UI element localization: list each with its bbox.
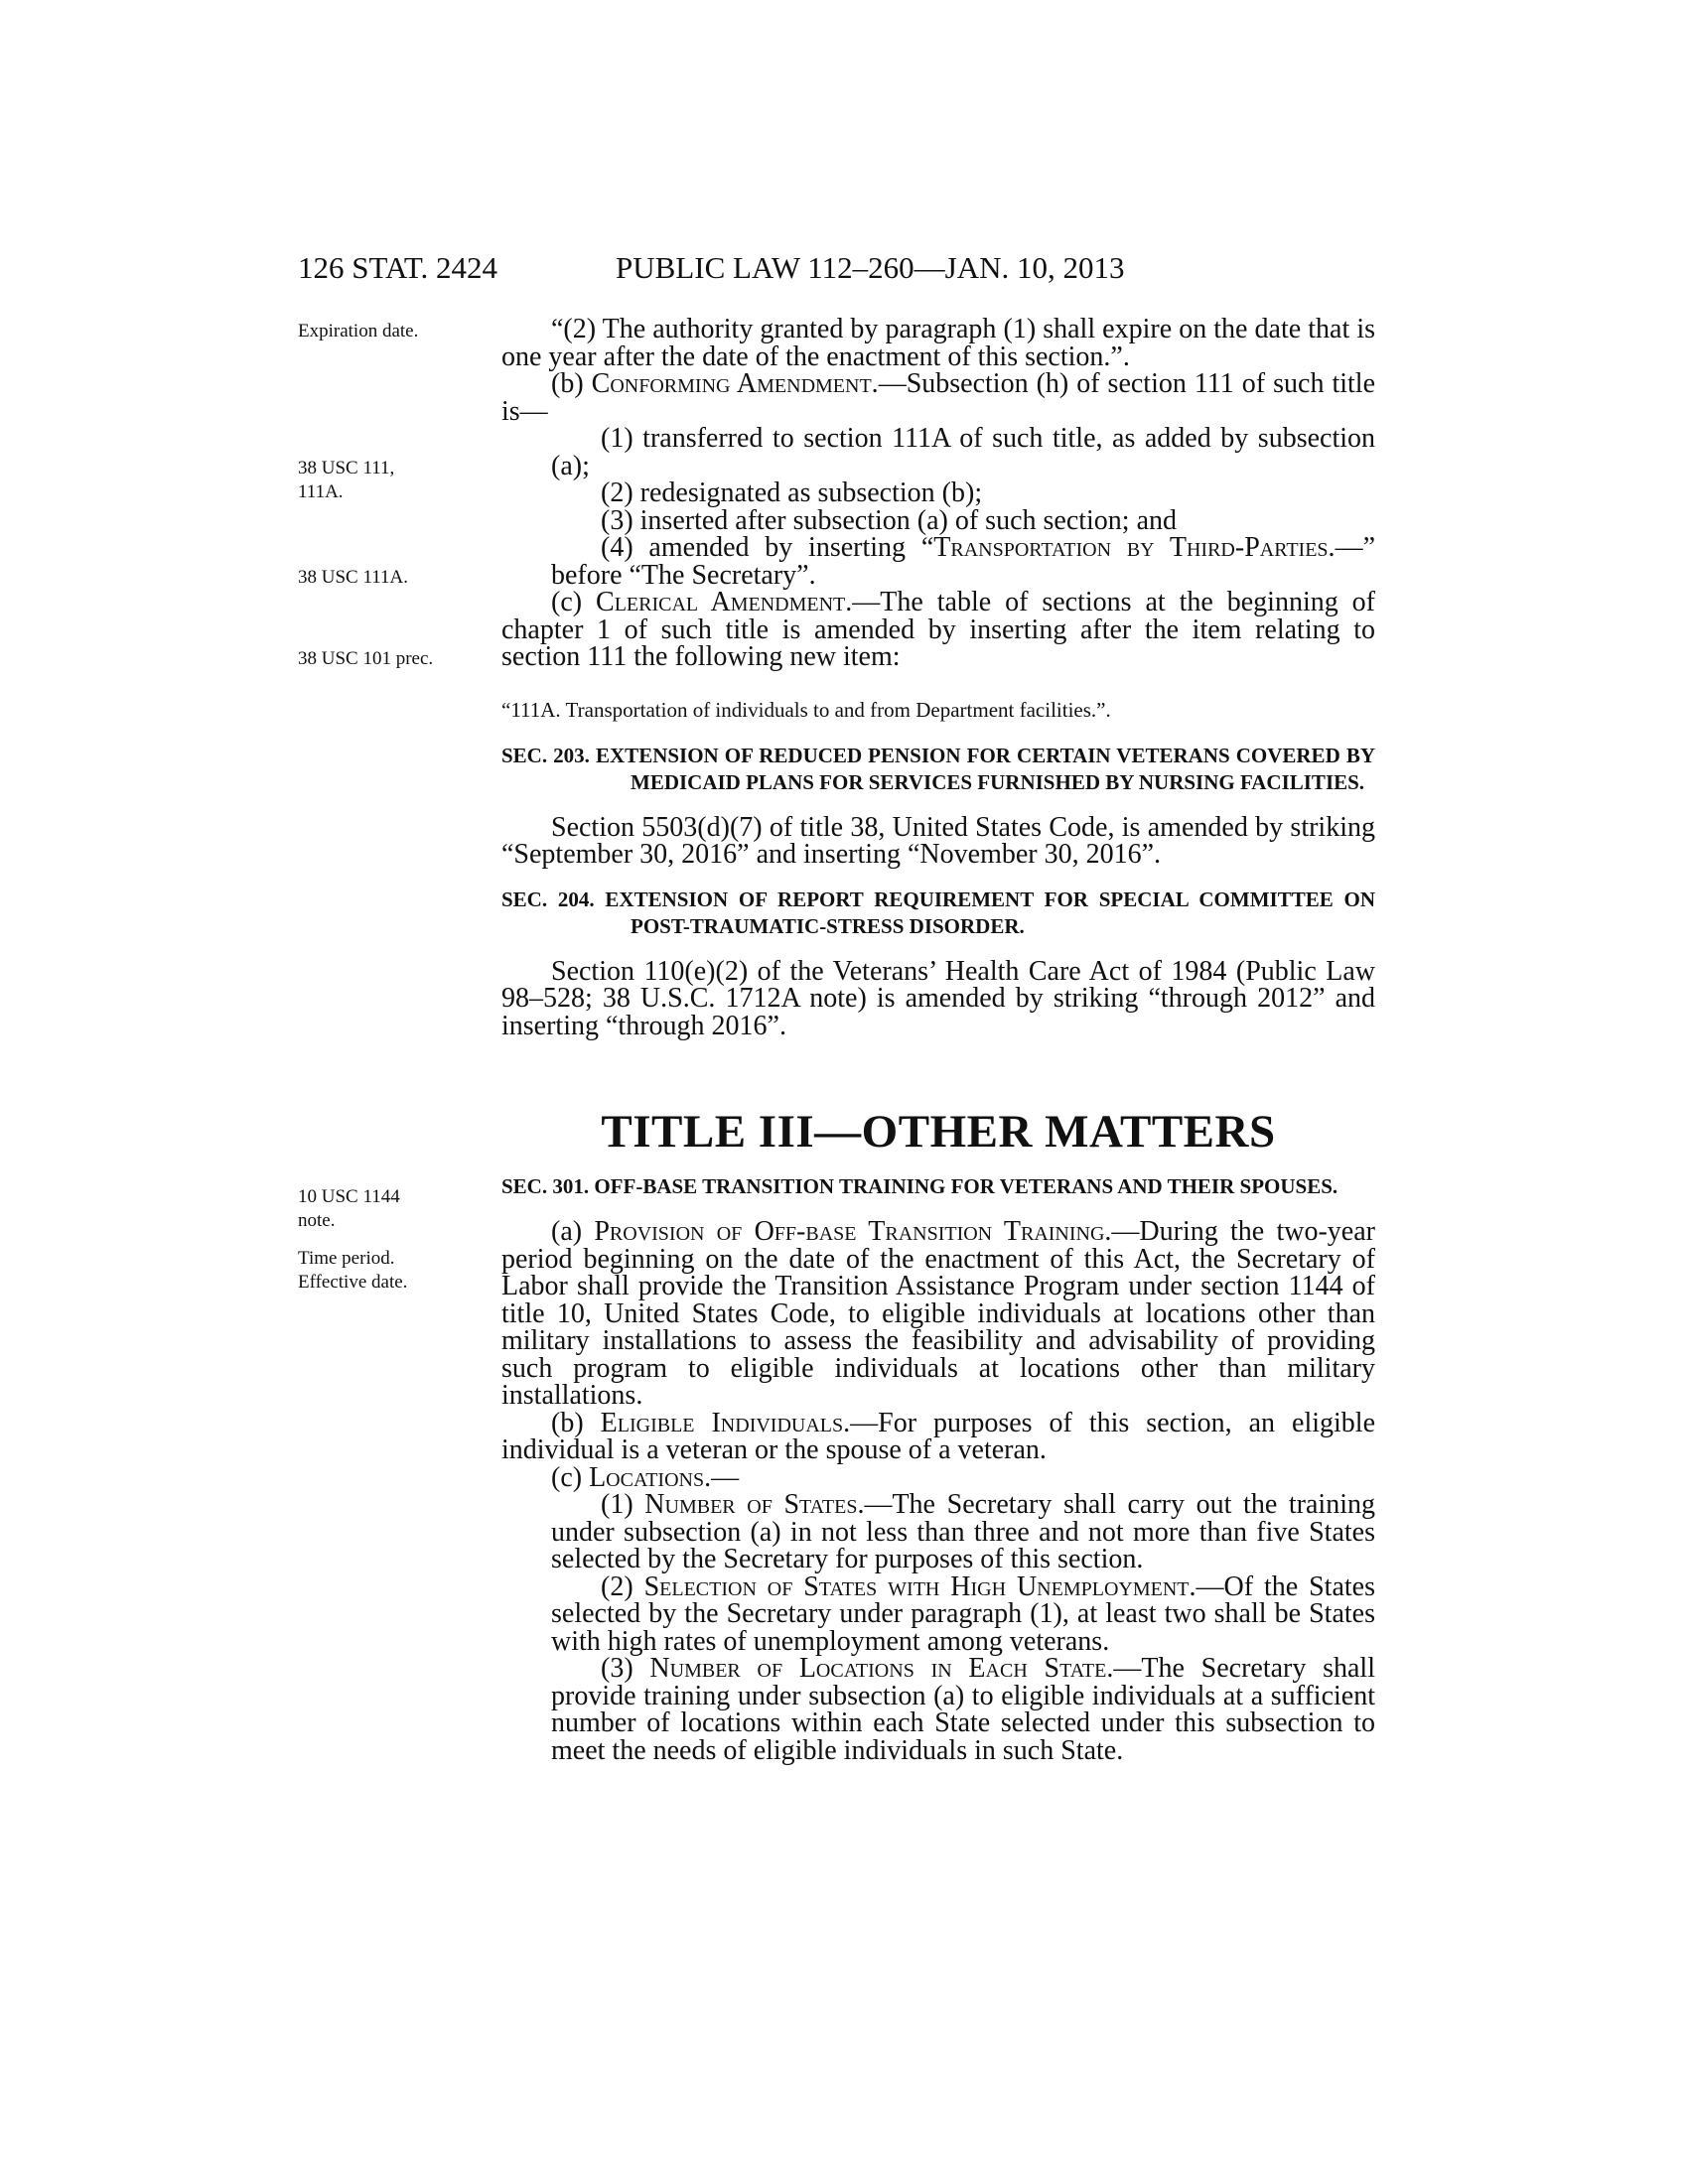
margin-note-usc-1144 xyxy=(298,1185,472,1233)
subsection-heading: Clerical Amendment. xyxy=(596,587,853,617)
subsection-heading: Locations. xyxy=(589,1461,712,1493)
stat-page-number: 126 STAT. 2424 xyxy=(298,250,498,285)
clause-b2: (2) redesignated as subsection (b); xyxy=(601,478,983,508)
paragraph-2-expiration: “(2) The authority granted by paragraph (1) shall expire on the date that is one year after the date of the enactment of this section.”. xyxy=(501,314,1375,372)
subsection-301-a: (a) Provision of Off-base Transition Training.—During the two-year period beginning on the date of the enactment of this Act, the Secretary of Labor shall provide the Transition Assistance Program under section 1144 of title 10, United States Code, to eligible individuals at locations other than military installations to assess the feasibility and advisability of providing such program to eligible individuals at locations other than military installations. xyxy=(501,1216,1375,1411)
body-upper xyxy=(501,316,1375,1039)
margin-note-line: 38 USC 111, xyxy=(298,458,395,478)
section-203-heading: SEC. 203. EXTENSION OF REDUCED PENSION FOR CERTAIN VETERANS COVERED BY MEDICAID PLANS FOR SERVICES FURNISHED BY NURSING FACILITIES. xyxy=(501,743,1375,794)
title-iii-heading: TITLE III—OTHER MATTERS xyxy=(601,1106,1276,1158)
margin-note-line: note. xyxy=(298,1210,336,1231)
subsection-heading: Provision of Off-base Transition Training. xyxy=(594,1216,1112,1247)
margin-note-expiration: Expiration date. xyxy=(298,321,419,341)
subsection-b-conforming: (b) Conforming Amendment.—Subsection (h) of section 111 of such title is— xyxy=(501,368,1375,427)
section-301-heading: SEC. 301. OFF-BASE TRANSITION TRAINING FOR VETERANS AND THEIR SPOUSES. xyxy=(501,1174,1338,1198)
subsection-301-b: (b) Eligible Individuals.—For purposes of this section, an eligible individual is a veteran or the spouse of a veteran. xyxy=(501,1407,1375,1465)
paragraph-301-c3: (3) Number of Locations in Each State.—The Secretary shall provide training under subsection (a) to eligible individuals at a sufficient number of locations within each State selected under this subsection to meet the needs of eligible individuals in such State. xyxy=(551,1653,1375,1766)
section-204-text: Section 110(e)(2) of the Veterans’ Health Care Act of 1984 (Public Law 98–528; 38 U.S.C. 1712A note) is amended by striking “through 2012” and inserting “through 2016”. xyxy=(501,955,1375,1041)
margin-note-usc-111a: 38 USC 111A. xyxy=(298,567,409,588)
subsection-heading: Conforming Amendment. xyxy=(591,368,879,399)
subsection-301-c: (c) Locations.— xyxy=(551,1461,740,1493)
margin-note-usc-101: 38 USC 101 prec. xyxy=(298,648,434,669)
margin-note-usc-111 xyxy=(298,457,472,504)
section-203-text: Section 5503(d)(7) of title 38, United States Code, is amended by striking “September 30, 2016” and inserting “November 30, 2016”. xyxy=(501,811,1375,870)
table-of-sections-item: “111A. Transportation of individuals to and from Department facilities.”. xyxy=(501,697,1111,722)
margin-note-line: Effective date. xyxy=(298,1272,408,1293)
subsection-c-clerical: (c) Clerical Amendment.—The table of sections at the beginning of chapter 1 of such title is amended by inserting after the item relating to section 111 the following new item: xyxy=(501,587,1375,672)
clause-b1: (1) transferred to section 111A of such title, as added by subsection (a); xyxy=(551,423,1375,481)
paragraph-301-c2: (2) Selection of States with High Unemployment.—Of the States selected by the Secretary under paragraph (1), at least two shall be States with high rates of unemployment among veterans. xyxy=(551,1570,1375,1657)
paragraph-heading: Number of Locations in Each State. xyxy=(649,1653,1114,1684)
section-204-heading: SEC. 204. EXTENSION OF REPORT REQUIREMENT FOR SPECIAL COMMITTEE ON POST-TRAUMATIC-STRESS DISORDER. xyxy=(501,887,1375,938)
subsection-heading: Eligible Individuals. xyxy=(600,1407,851,1438)
body-lower xyxy=(501,1173,1375,1764)
clause-b4: (4) amended by inserting “Transportation by Third-Parties.—” before “The Secretary”. xyxy=(551,532,1375,591)
paragraph-heading: Selection of States with High Unemployment. xyxy=(643,1570,1196,1602)
margin-note-time-effective xyxy=(298,1247,472,1295)
paragraph-301-c1: (1) Number of States.—The Secretary shall carry out the training under subsection (a) in not less than three and not more than five States selected by the Secretary for purposes of this section. xyxy=(551,1489,1375,1574)
clause-b3: (3) inserted after subsection (a) of such section; and xyxy=(601,504,1178,536)
margin-note-line: 111A. xyxy=(298,481,344,502)
paragraph-heading: Number of States. xyxy=(644,1489,865,1520)
margin-note-line: 10 USC 1144 xyxy=(298,1186,400,1207)
inserted-heading: Transportation by Third-Parties. xyxy=(933,532,1336,563)
margin-note-line: Time period. xyxy=(298,1248,395,1269)
public-law-header: PUBLIC LAW 112–260—JAN. 10, 2013 xyxy=(616,250,1125,285)
